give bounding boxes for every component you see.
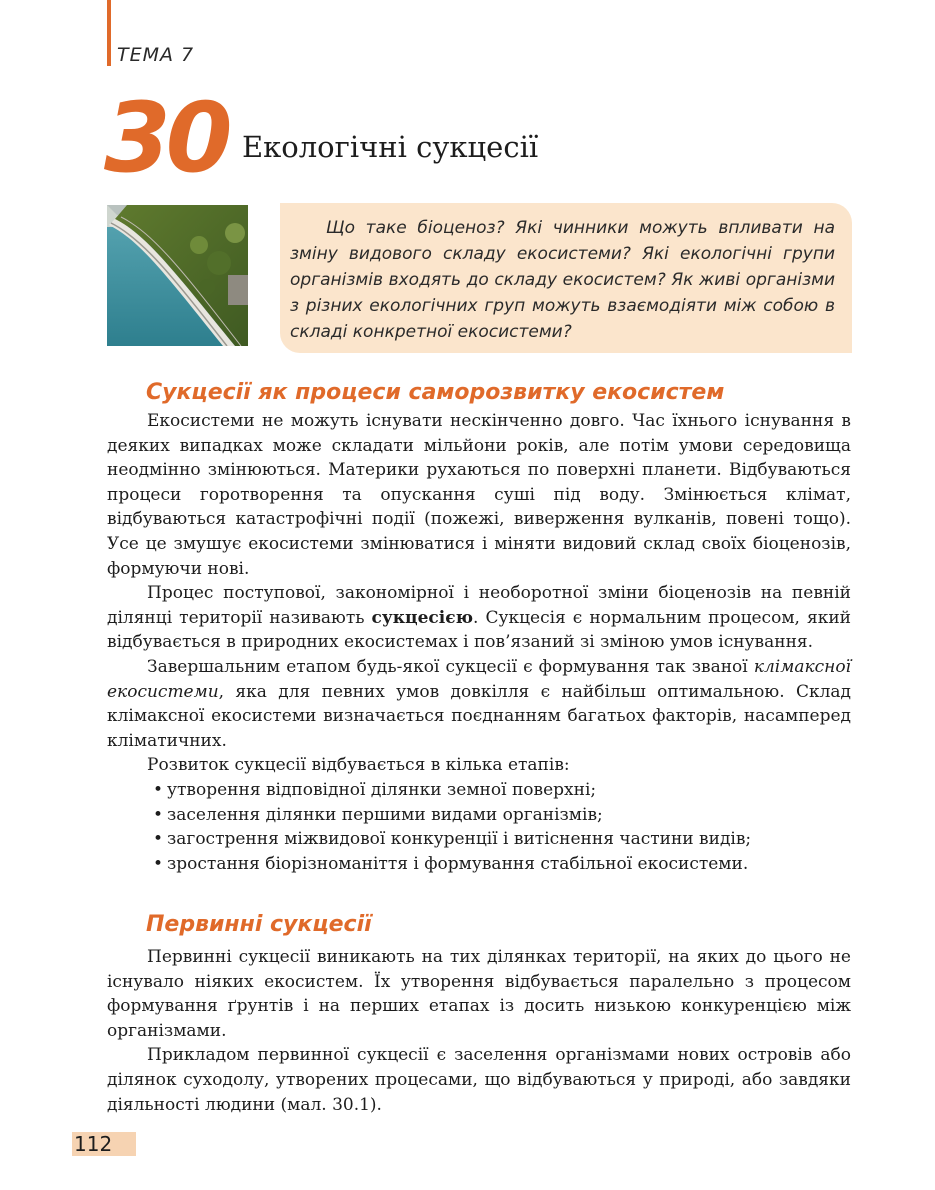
bullet-icon: • bbox=[153, 804, 164, 825]
paragraph: Процес поступової, закономірної і необоротної зміни біоценозів на певній ділянці території називають сукцесією. Сукцесія є нормальним процесом, який відбувається в природних екосистемах і пов’язаний зі зміною умов існування. bbox=[107, 583, 851, 653]
dam-photo bbox=[107, 205, 248, 346]
paragraph: Завершальним етапом будь-якої сукцесії є формування так званої клімаксної екосистеми, яка для певних умов довкілля є найбільш оптимальною. Склад клімаксної екосистеми визначається поєднанням багатьох факторів, насамперед кліматичних. bbox=[107, 656, 851, 751]
bullet-icon: • bbox=[153, 829, 164, 850]
paragraph: Прикладом первинної сукцесії є заселення організмами нових островів або ділянок суходолу, утворених процесами, що відбуваються у природі, або завдяки діяльності людини (мал. 30.1). bbox=[107, 1045, 851, 1115]
topic-side-rule bbox=[107, 0, 111, 66]
page-number: 112 bbox=[74, 1132, 113, 1156]
section-1-body bbox=[107, 409, 851, 876]
section-heading-primary-successions: Первинні сукцесії bbox=[146, 912, 372, 937]
bullet-icon: • bbox=[153, 779, 164, 800]
section-2-body bbox=[107, 945, 851, 1117]
intro-questions: Що таке біоценоз? Які чинники можуть впливати на зміну видового складу екосистеми? Які екологічні групи організмів входять до складу екосистем? Як живі організми з різних екологічних груп можуть взаємодіяти між собою в складі конкретної екосистеми? bbox=[290, 218, 835, 342]
list-item: • заселення ділянки першими видами організмів; bbox=[107, 803, 851, 828]
paragraph: Екосистеми не можуть існувати нескінченно довго. Час їхнього існування в деяких випадках може складати мільйони років, але потім умови середовища неодмінно змінюються. Материки рухаються по поверхні планети. Відбуваються процеси горотворення та опускання суші під воду. Змінюється клімат, відбуваються катастрофічні події (пожежі, виверження вулканів, повені тощо). Усе це змушує екосистеми змінюватися і міняти видовий склад своїх біоценозів, формуючи нові. bbox=[107, 411, 851, 579]
list-item: • загострення міжвидової конкуренції і витіснення частини видів; bbox=[107, 827, 851, 852]
paragraph: Первинні сукцесії виникають на тих ділянках території, на яких до цього не існувало ніяких екосистем. Їх утворення відбувається паралельно з процесом формування ґрунтів і на перших етапах із досить низькою конкуренцією між організмами. bbox=[107, 947, 851, 1041]
topic-label: ТЕМА 7 bbox=[117, 44, 195, 66]
succession-stages-list bbox=[107, 778, 851, 876]
term-climax-ecosystem: клімаксної екосистеми bbox=[107, 656, 851, 702]
term-succession: сукцесією bbox=[371, 607, 474, 628]
paragraph: Розвиток сукцесії відбувається в кілька етапів: bbox=[147, 755, 570, 776]
chapter-title: Екологічні сукцесії bbox=[242, 130, 539, 164]
bullet-icon: • bbox=[153, 853, 164, 874]
chapter-number: 30 bbox=[104, 82, 228, 194]
list-item: • утворення відповідної ділянки земної поверхні; bbox=[107, 778, 851, 803]
section-heading-succession-processes: Сукцесії як процеси саморозвитку екосистем bbox=[146, 380, 725, 405]
list-item: • зростання біорізноманіття і формування стабільної екосистеми. bbox=[107, 852, 851, 877]
